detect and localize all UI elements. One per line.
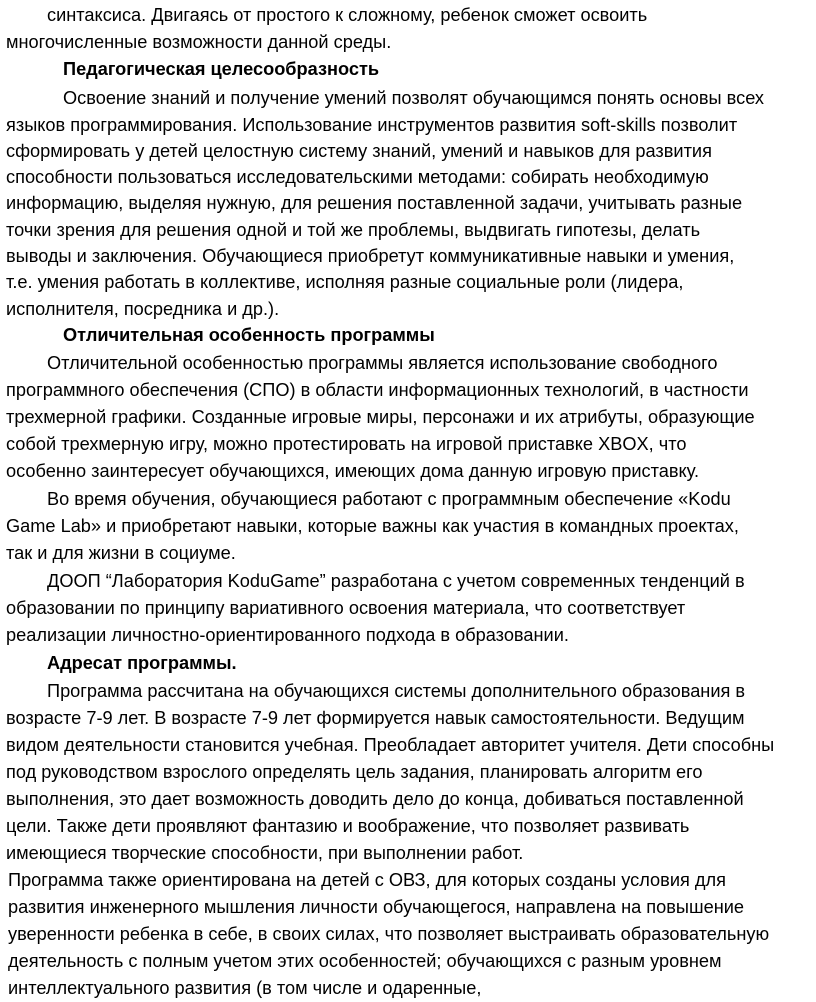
- text-line: возрасте 7-9 лет. В возрасте 7-9 лет формируется навык самостоятельности. Ведущим: [6, 708, 745, 728]
- text-line: интеллектуального развития (в том числе и одаренные,: [8, 978, 482, 998]
- text-line: Отличительной особенностью программы является использование свободного: [47, 353, 718, 373]
- text-line: Освоение знаний и получение умений позволят обучающимся понять основы всех: [63, 88, 765, 108]
- text-line: способности пользоваться исследовательскими методами: собирать необходимую: [6, 167, 709, 187]
- text-line: развития инженерного мышления личности обучающегося, направлена на повышение: [8, 897, 745, 917]
- text-line: выполнения, это дает возможность доводить дело до конца, добиваться поставленной: [6, 789, 744, 809]
- text-line: реализации личностно-ориентированного подхода в образовании.: [6, 625, 569, 645]
- text-line: имеющиеся творческие способности, при выполнении работ.: [6, 843, 524, 863]
- text-line: многочисленные возможности данной среды.: [6, 32, 392, 52]
- text-line: так и для жизни в социуме.: [6, 543, 236, 563]
- text-line: точки зрения для решения одной и той же проблемы, выдвигать гипотезы, делать: [6, 220, 701, 240]
- text-line: Программа также ориентирована на детей с ОВЗ, для которых созданы условия для: [8, 870, 726, 890]
- text-line: трехмерной графики. Созданные игровые миры, персонажи и их атрибуты, образующие: [6, 407, 755, 427]
- text-line: уверенности ребенка в себе, в своих силах, что позволяет выстраивать образовательную: [8, 924, 770, 944]
- text-line: Во время обучения, обучающиеся работают с программным обеспечение «Kodu: [47, 489, 731, 509]
- text-line: т.е. умения работать в коллективе, исполняя разные социальные роли (лидера,: [6, 272, 684, 292]
- text-line: программного обеспечения (СПО) в области информационных технологий, в частности: [6, 380, 749, 400]
- text-line: Программа рассчитана на обучающихся системы дополнительного образования в: [47, 681, 746, 701]
- text-line: Game Lab» и приобретают навыки, которые важны как участия в командных проектах,: [6, 516, 739, 536]
- text-line: собой трехмерную игру, можно протестировать на игровой приставке XBOX, что: [6, 434, 687, 454]
- text-line: сформировать у детей целостную систему знаний, умений и навыков для развития: [6, 141, 712, 161]
- text-line: ДООП “Лаборатория KoduGame” разработана с учетом современных тенденций в: [47, 571, 745, 591]
- text-line: языков программирования. Использование инструментов развития soft-skills позволит: [6, 115, 738, 135]
- text-line: исполнителя, посредника и др.).: [6, 299, 280, 319]
- text-line: выводы и заключения. Обучающиеся приобретут коммуникативные навыки и умения,: [6, 246, 735, 266]
- text-line: деятельность с полным учетом этих особенностей; обучающихся с разным уровнем: [8, 951, 722, 971]
- heading-program-audience: Адресат программы.: [47, 653, 237, 673]
- heading-distinctive-feature: Отличительная особенность программы: [63, 325, 435, 345]
- text-line: особенно заинтересует обучающихся, имеющих дома данную игровую приставку.: [6, 461, 700, 481]
- text-line: информацию, выделяя нужную, для решения поставленной задачи, учитывать разные: [6, 193, 743, 213]
- text-line: цели. Также дети проявляют фантазию и воображение, что позволяет развивать: [6, 816, 690, 836]
- text-line: под руководством взрослого определять цель задания, планировать алгоритм его: [6, 762, 703, 782]
- heading-pedagogical-expediency: Педагогическая целесообразность: [63, 59, 380, 79]
- text-line: синтаксиса. Двигаясь от простого к сложному, ребенок сможет освоить: [47, 5, 648, 25]
- text-line: образовании по принципу вариативного освоения материала, что соответствует: [6, 598, 686, 618]
- text-line: видом деятельности становится учебная. Преобладает авторитет учителя. Дети способны: [6, 735, 775, 755]
